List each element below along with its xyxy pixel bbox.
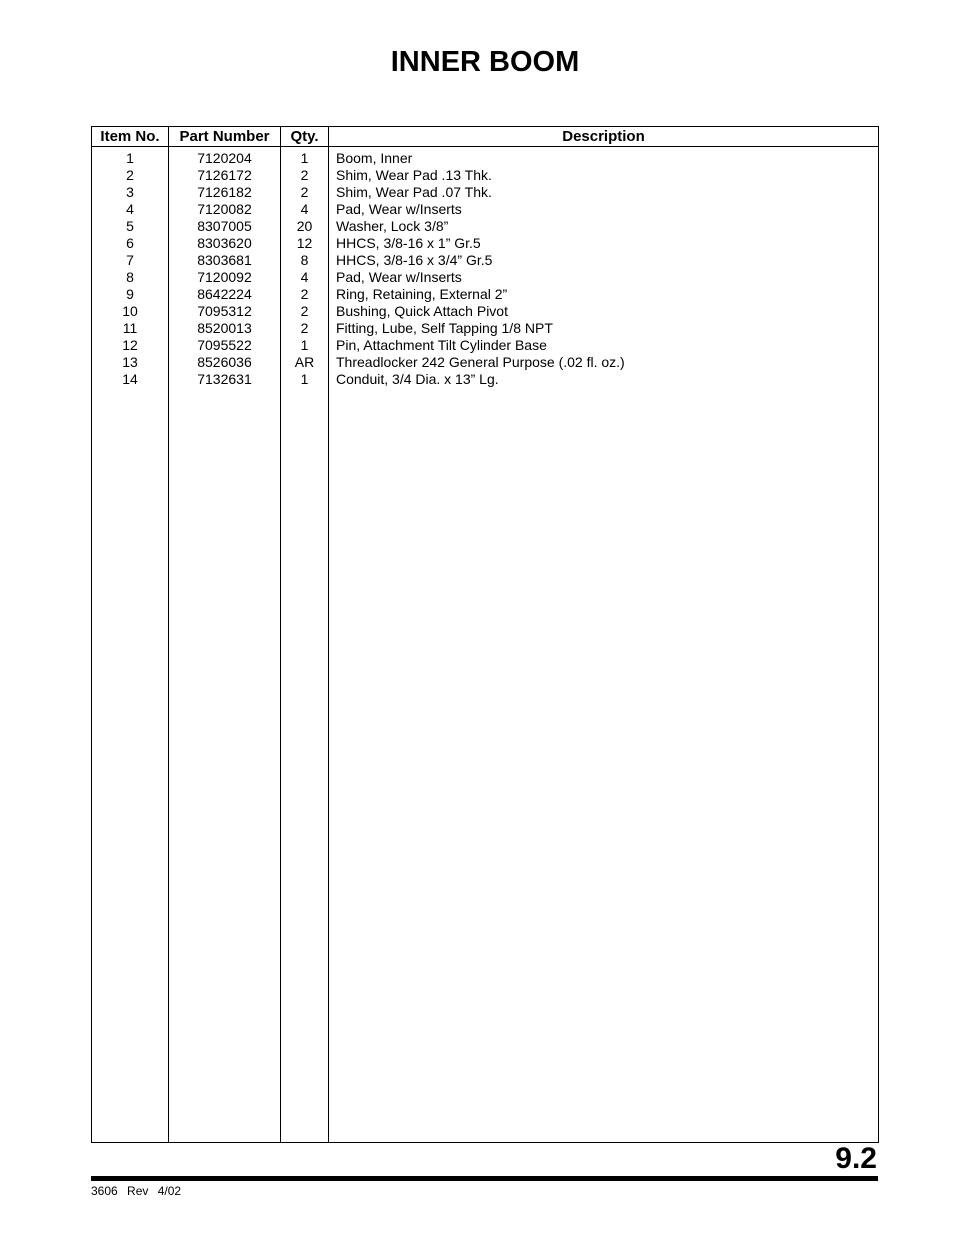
header-qty: Qty. xyxy=(281,127,329,147)
table-row xyxy=(92,303,879,320)
header-item-no: Item No. xyxy=(92,127,169,147)
table-header-row xyxy=(92,127,879,147)
parts-table-body xyxy=(92,147,879,1143)
item-number-cell: 14 xyxy=(92,371,169,388)
part-number-cell: 8526036 xyxy=(169,354,281,371)
item-number-cell: 12 xyxy=(92,337,169,354)
part-number-cell: 7095522 xyxy=(169,337,281,354)
description-cell: Fitting, Lube, Self Tapping 1/8 NPT xyxy=(329,320,879,337)
empty-cell xyxy=(92,388,169,1143)
quantity-cell: 1 xyxy=(281,337,329,354)
quantity-cell: 2 xyxy=(281,303,329,320)
part-number-cell: 7120204 xyxy=(169,147,281,168)
quantity-cell: 20 xyxy=(281,218,329,235)
item-number-cell: 6 xyxy=(92,235,169,252)
part-number-cell: 7095312 xyxy=(169,303,281,320)
empty-cell xyxy=(281,388,329,1143)
table-row xyxy=(92,337,879,354)
description-cell: Shim, Wear Pad .07 Thk. xyxy=(329,184,879,201)
table-row xyxy=(92,147,879,168)
table-row xyxy=(92,235,879,252)
part-number-cell: 7126182 xyxy=(169,184,281,201)
description-cell: Threadlocker 242 General Purpose (.02 fl. oz.) xyxy=(329,354,879,371)
item-number-cell: 4 xyxy=(92,201,169,218)
part-number-cell: 7120082 xyxy=(169,201,281,218)
page-title: INNER BOOM xyxy=(390,46,580,78)
item-number-cell: 3 xyxy=(92,184,169,201)
table-empty-space xyxy=(92,388,879,1143)
item-number-cell: 5 xyxy=(92,218,169,235)
header-part-number: Part Number xyxy=(169,127,281,147)
quantity-cell: 4 xyxy=(281,201,329,218)
part-number-cell: 8307005 xyxy=(169,218,281,235)
table-row xyxy=(92,201,879,218)
footer-rule xyxy=(91,1176,878,1181)
quantity-cell: 8 xyxy=(281,252,329,269)
quantity-cell: 12 xyxy=(281,235,329,252)
header-description: Description xyxy=(329,127,879,147)
table-row xyxy=(92,371,879,388)
part-number-cell: 8303681 xyxy=(169,252,281,269)
description-cell: Washer, Lock 3/8” xyxy=(329,218,879,235)
description-cell: Conduit, 3/4 Dia. x 13” Lg. xyxy=(329,371,879,388)
table-row xyxy=(92,269,879,286)
quantity-cell: 1 xyxy=(281,371,329,388)
table-row xyxy=(92,286,879,303)
item-number-cell: 10 xyxy=(92,303,169,320)
quantity-cell: AR xyxy=(281,354,329,371)
description-cell: Pad, Wear w/Inserts xyxy=(329,269,879,286)
empty-cell xyxy=(169,388,281,1143)
table-row xyxy=(92,320,879,337)
table-row xyxy=(92,354,879,371)
quantity-cell: 2 xyxy=(281,184,329,201)
item-number-cell: 9 xyxy=(92,286,169,303)
description-cell: Bushing, Quick Attach Pivot xyxy=(329,303,879,320)
part-number-cell: 8520013 xyxy=(169,320,281,337)
table-row xyxy=(92,167,879,184)
part-number-cell: 7132631 xyxy=(169,371,281,388)
item-number-cell: 1 xyxy=(92,147,169,168)
quantity-cell: 2 xyxy=(281,286,329,303)
table-row xyxy=(92,252,879,269)
quantity-cell: 2 xyxy=(281,320,329,337)
description-cell: Shim, Wear Pad .13 Thk. xyxy=(329,167,879,184)
part-number-cell: 7120092 xyxy=(169,269,281,286)
description-cell: HHCS, 3/8-16 x 1” Gr.5 xyxy=(329,235,879,252)
part-number-cell: 8642224 xyxy=(169,286,281,303)
quantity-cell: 2 xyxy=(281,167,329,184)
part-number-cell: 7126172 xyxy=(169,167,281,184)
description-cell: HHCS, 3/8-16 x 3/4” Gr.5 xyxy=(329,252,879,269)
item-number-cell: 11 xyxy=(92,320,169,337)
footer-revision: 3606 Rev 4/02 xyxy=(91,1184,182,1198)
parts-table xyxy=(91,126,879,1143)
part-number-cell: 8303620 xyxy=(169,235,281,252)
description-cell: Boom, Inner xyxy=(329,147,879,168)
description-cell: Pin, Attachment Tilt Cylinder Base xyxy=(329,337,879,354)
item-number-cell: 13 xyxy=(92,354,169,371)
item-number-cell: 2 xyxy=(92,167,169,184)
description-cell: Ring, Retaining, External 2” xyxy=(329,286,879,303)
quantity-cell: 1 xyxy=(281,147,329,168)
quantity-cell: 4 xyxy=(281,269,329,286)
item-number-cell: 8 xyxy=(92,269,169,286)
empty-cell xyxy=(329,388,879,1143)
section-number: 9.2 xyxy=(835,1142,877,1175)
table-row xyxy=(92,184,879,201)
table-row xyxy=(92,218,879,235)
description-cell: Pad, Wear w/Inserts xyxy=(329,201,879,218)
item-number-cell: 7 xyxy=(92,252,169,269)
